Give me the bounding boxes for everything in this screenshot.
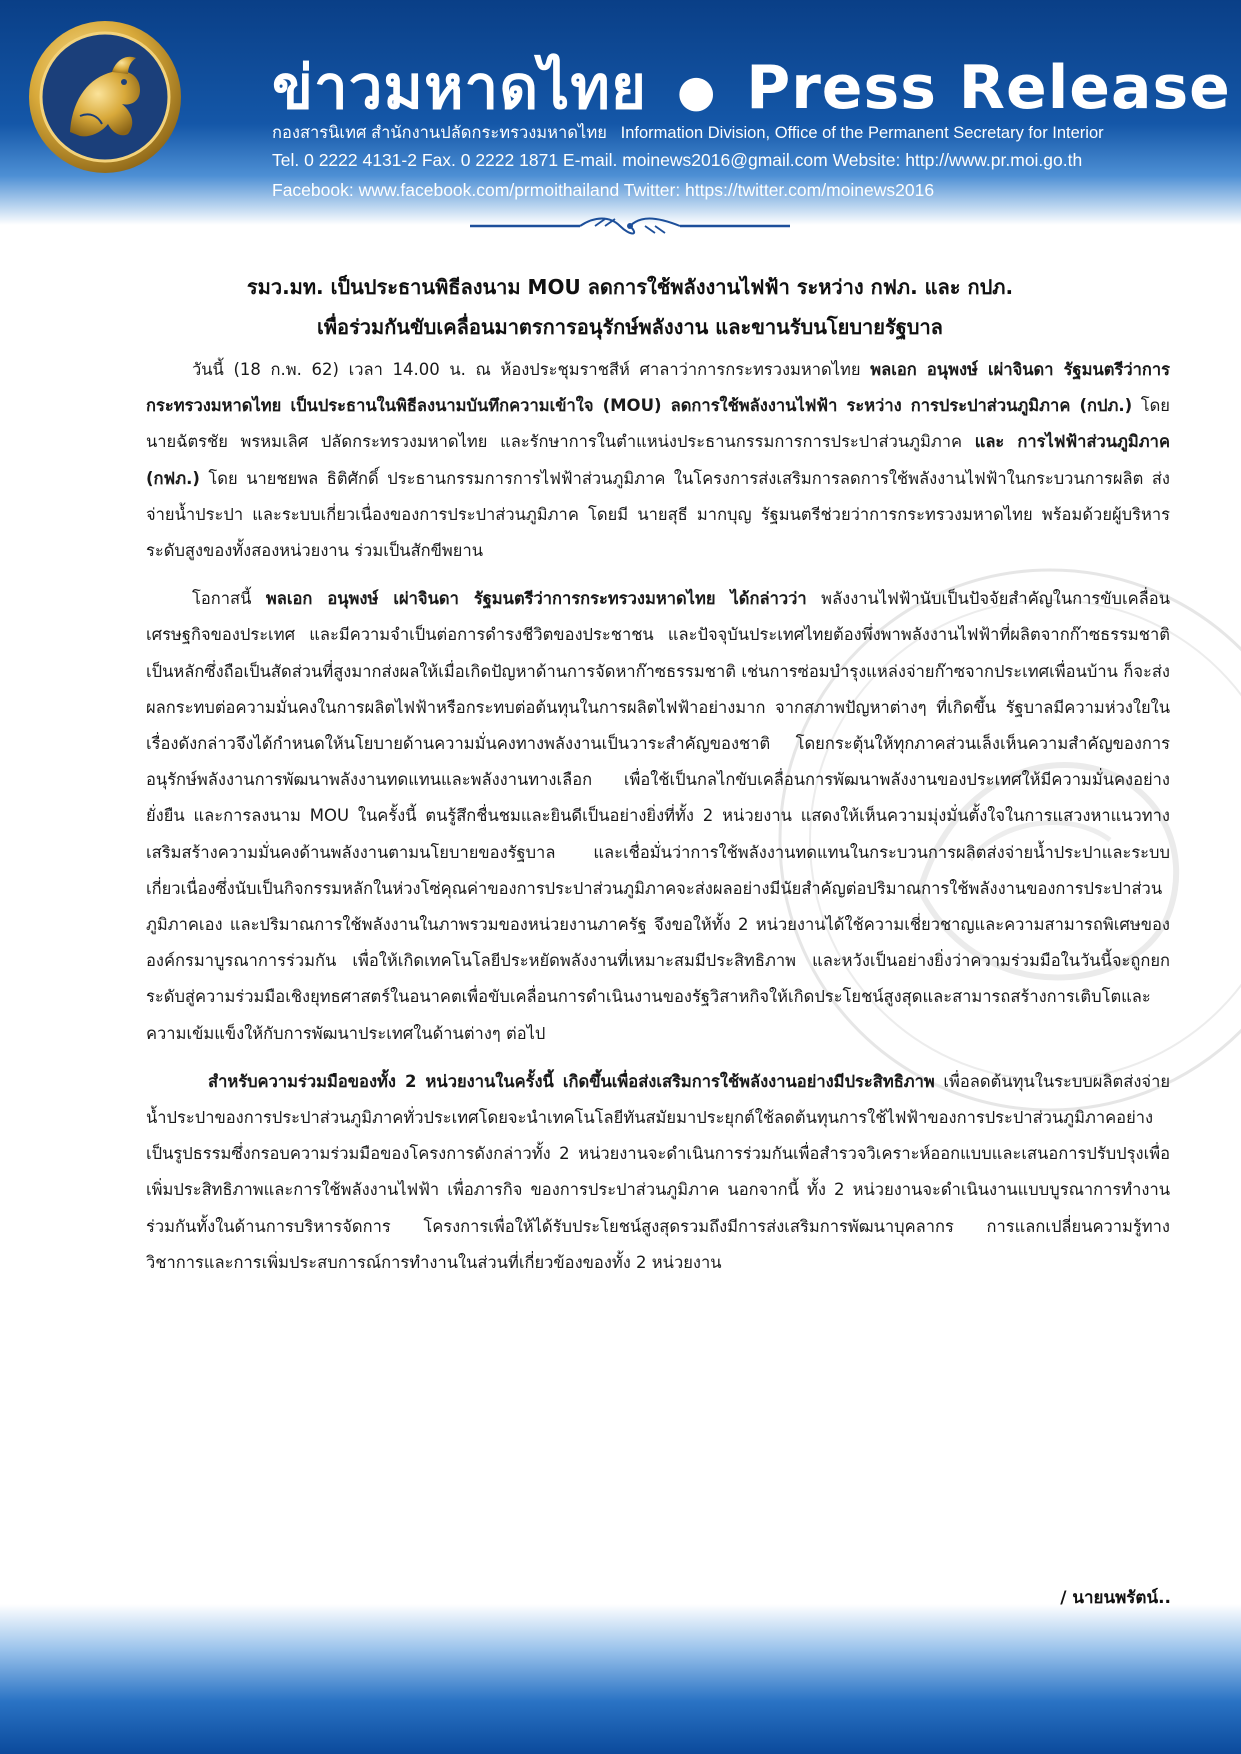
p1-text-e: โดย นายชยพล ธิติศักดิ์ ประธานกรรมการการไฟฟ้าส่วนภูมิภาค ในโครงการส่งเสริมการลดการใช้พลังงานไฟฟ้าในกระบวนการผลิต ส่งจ่ายน้ำประปา และระบบเกี่ยวเนื่องของการประปาส่วนภูมิภาค โดยมี นายสุธี มากบุญ รัฐมนตรีช่วยว่าการกระทรวงมหาดไทย พร้อมด้วยผู้บริหารระดับสูงของทั้งสองหน่วยงาน ร่วมเป็นสักขีพยาน	[146, 468, 1170, 561]
contact-line: Tel. 0 2222 4131-2 Fax. 0 2222 1871 E-mail. moinews2016@gmail.com Website: http://www.pr.moi.go.th	[272, 150, 1083, 170]
headline-line-1: รมว.มท. เป็นประธานพิธีลงนาม MOU ลดการใช้พลังงานไฟฟ้า ระหว่าง กฟภ. และ กปภ.	[246, 275, 1014, 299]
p2-text-a: โอกาสนี้	[192, 589, 266, 609]
p1-bold-b: พลเอก อนุพงษ์ เผ่าจินดา รัฐมนตรีว่าการกระทรวงมหาดไทย เป็นประธานในพิธีลงนามบันทึกความเข้าใจ (MOU) ลดการใช้พลังงานไฟฟ้า ระหว่าง การประปาส่วนภูมิภาค (กปภ.)	[146, 360, 1170, 416]
org-name-english: Information Division, Office of the Permanent Secretary for Interior	[620, 124, 1104, 142]
masthead-title-thai: ข่าวมหาดไทย	[272, 53, 648, 123]
p1-text-a: วันนี้ (18 ก.พ. 62) เวลา 14.00 น. ณ ห้องประชุมราชสีห์ ศาลาว่าการกระทรวงมหาดไทย	[192, 360, 871, 379]
paragraph-3	[146, 1064, 1170, 1281]
masthead-bullet: ●	[676, 65, 717, 117]
p1-bold-d: และ การไฟฟ้าส่วนภูมิภาค (กฟภ.)	[146, 432, 1170, 488]
footer-band	[0, 1604, 1241, 1754]
org-name-thai: กองสารนิเทศ สำนักงานปลัดกระทรวงมหาดไทย	[272, 124, 607, 142]
p2-bold-b: พลเอก อนุพงษ์ เผ่าจินดา รัฐมนตรีว่าการกระทรวงมหาดไทย ได้กล่าวว่า	[265, 589, 807, 609]
org-line	[272, 120, 1104, 146]
p3-text-c: เพื่อลดต้นทุนในระบบผลิตส่งจ่ายน้ำประปาของการประปาส่วนภูมิภาคทั่วประเทศโดยจะนำเทคโนโลยีทันสมัยมาประยุกต์ใช้ลดต้นทุนการใช้ไฟฟ้าของการประปาส่วนภูมิภาคอย่างเป็นรูปธรรมซึ่งกรอบความร่วมมือของโครงการดังกล่าวทั้ง 2 หน่วยงานจะดำเนินการร่วมกันเพื่อสำรวจวิเคราะห์ออกแบบและเสนอการปรับปรุงเพื่อเพิ่มประสิทธิภาพและการใช้พลังงานไฟฟ้า เพื่อภารกิจ ของการประปาส่วนภูมิภาค นอกจากนี้ ทั้ง 2 หน่วยงานจะดำเนินงานแบบบูรณาการทำงานร่วมกันทั้งในด้านการบริหารจัดการ โครงการเพื่อให้ได้รับประโยชน์สูงสุดรวมถึงมีการส่งเสริมการพัฒนาบุคลากร การแลกเปลี่ยนความรู้ทางวิชาการและการเพิ่มประสบการณ์การทำงานในส่วนที่เกี่ยวข้องของทั้ง 2 หน่วยงาน	[146, 1071, 1170, 1272]
ministry-seal-logo	[28, 20, 182, 174]
masthead-title-english: Press Release	[746, 53, 1231, 123]
paragraph-1	[146, 352, 1170, 569]
p1-text-c: โดย นายฉัตรชัย พรหมเลิศ ปลัดกระทรวงมหาดไทย และรักษาการในตำแหน่งประธานกรรมการการประปาส่วนภูมิภาค	[146, 396, 1170, 452]
social-line: Facebook: www.facebook.com/prmoithailand Twitter: https://twitter.com/moinews2016	[272, 180, 935, 200]
article-body	[146, 352, 1170, 1293]
headline-line-2: เพื่อร่วมกันขับเคลื่อนมาตรการอนุรักษ์พลังงาน และขานรับนโยบายรัฐบาล	[317, 315, 943, 339]
p2-text-c: พลังงานไฟฟ้านับเป็นปัจจัยสำคัญในการขับเคลื่อนเศรษฐกิจของประเทศ และมีความจำเป็นต่อการดำรงชีวิตของประชาชน และปัจจุบันประเทศไทยต้องพึ่งพาพลังงานไฟฟ้าที่ผลิตจากก๊าซธรรมชาติเป็นหลักซึ่งถือเป็นสัดส่วนที่สูงมากส่งผลให้เมื่อเกิดปัญหาด้านการจัดหาก๊าซธรรมชาติ เช่นการซ่อมบำรุงแหล่งจ่ายก๊าซจากประเทศเพื่อนบ้าน ก็จะส่งผลกระทบต่อความมั่นคงในการผลิตไฟฟ้าหรือกระทบต่อต้นทุนในการผลิตไฟฟ้าอย่างมาก จากสภาพปัญหาต่างๆ ที่เกิดขึ้น รัฐบาลมีความห่วงใยในเรื่องดังกล่าวจึงได้กำหนดให้นโยบายด้านความมั่นคงทางพลังงานเป็นวาระสำคัญของชาติ โดยกระตุ้นให้ทุกภาคส่วนเล็งเห็นความสำคัญของการอนุรักษ์พลังงานการพัฒนาพลังงานทดแทนและพลังงานทางเลือก เพื่อใช้เป็นกลไกขับเคลื่อนการพัฒนาพลังงานของประเทศให้มีความมั่นคงอย่างยั่งยืน และการลงนาม MOU ในครั้งนี้ ตนรู้สึกชื่นชมและยินดีเป็นอย่างยิ่งที่ทั้ง 2 หน่วยงาน แสดงให้เห็นความมุ่งมั่นตั้งใจในการแสวงหาแนวทางเสริมสร้างความมั่นคงด้านพลังงานตามนโยบายของรัฐบาล และเชื่อมั่นว่าการใช้พลังงานทดแทนในกระบวนการผลิตส่งจ่ายน้ำประปาและระบบเกี่ยวเนื่องซึ่งนับเป็นกิจกรรมหลักในห่วงโซ่คุณค่าของการประปาส่วนภูมิภาคจะส่งผลอย่างมีนัยสำคัญต่อปริมาณการใช้พลังงานของการประปาส่วนภูมิภาคเอง และปริมาณการใช้พลังงานในภาพรวมของหน่วยงานภาครัฐ จึงขอให้ทั้ง 2 หน่วยงานได้ใช้ความเชี่ยวชาญและความสามารถพิเศษขององค์กรมาบูรณาการร่วมกัน เพื่อให้เกิดเทคโนโลยีประหยัดพลังงานที่เหมาะสมมีประสิทธิภาพ และหวังเป็นอย่างยิ่งว่าความร่วมมือในวันนี้จะถูกยกระดับสู่ความร่วมมือเชิงยุทธศาสตร์ในอนาคตเพื่อขับเคลื่อนการดำเนินงานของรัฐวิสาหกิจให้เกิดประโยชน์สูงสุดและสามารถสร้างการเติบโตและความเข้มแข็งให้กับการพัฒนาประเทศในด้านต่างๆ ต่อไป	[146, 589, 1170, 1043]
p3-bold-b: สำหรับความร่วมมือของทั้ง 2 หน่วยงานในครั้งนี้ เกิดขึ้นเพื่อส่งเสริมการใช้พลังงานอย่างมีประสิทธิภาพ	[208, 1071, 935, 1091]
paragraph-2	[146, 581, 1170, 1052]
divider-ornament	[470, 213, 790, 239]
continuation-signoff: / นายนพรัตน์..	[1060, 1588, 1171, 1608]
